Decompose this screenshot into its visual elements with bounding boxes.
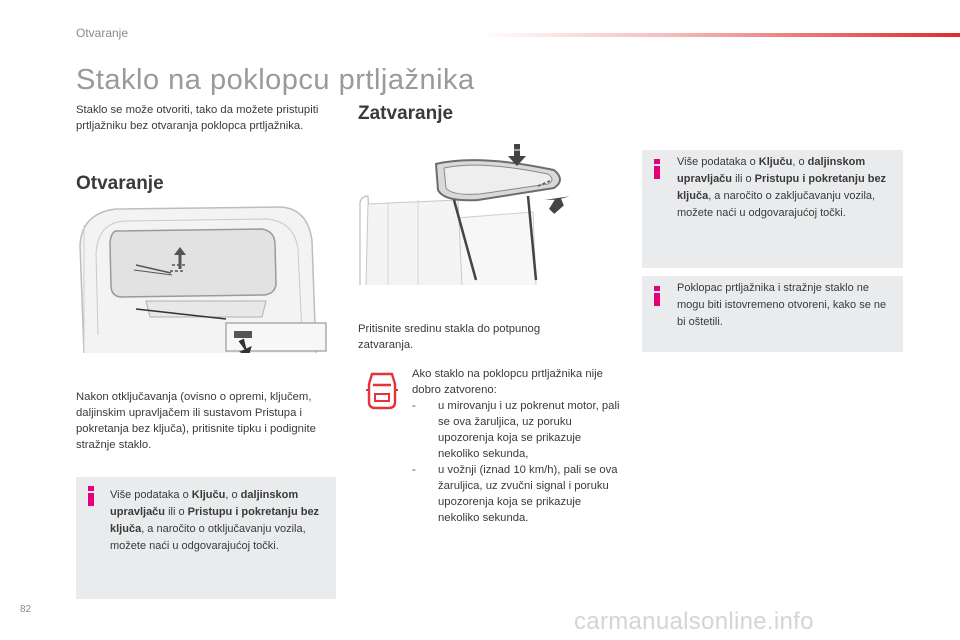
page-number: 82 (20, 604, 32, 615)
right-info-box-1 (642, 150, 903, 268)
warning-item: - u mirovanju i uz pokrenut motor, pali se ova žaruljica, uz poruku upozorenja koja se prikazuje nekoliko sekunda, (412, 400, 620, 460)
info-icon (654, 159, 660, 179)
opening-text: Nakon otključavanja (ovisno o opremi, ključem, daljinskim upravljačem ili sustavom Pristupa i pokretanja bez ključa), pritisnite tipku i podignite stražnje staklo. (76, 391, 316, 451)
opening-illustration (76, 205, 334, 353)
opening-info-text: Više podataka o Ključu, o daljinskom upravljaču ili o Pristupu i pokretanju bez ključa, a naročito o otključavanju vozila, možete naći u odgovarajućoj točki. (110, 489, 320, 552)
closing-illustration (358, 140, 578, 285)
right-info-box-2 (642, 276, 903, 352)
info-icon (654, 286, 660, 306)
warning-block (412, 366, 622, 526)
warning-intro: Ako staklo na poklopcu prtljažnika nije dobro zatvoreno: (412, 368, 603, 396)
opening-info-box (76, 477, 336, 599)
opening-heading: Otvaranje (76, 173, 164, 194)
header-bar (480, 33, 960, 37)
watermark: carmanualsonline.info (574, 608, 814, 635)
info-icon (88, 486, 94, 506)
warning-tailgate-icon (364, 368, 400, 412)
right-info-2-text: Poklopac prtljažnika i stražnje staklo ne mogu biti istovremeno otvoreni, kako se ne bi oštetili. (677, 282, 887, 328)
closing-text: Pritisnite sredinu stakla do potpunog zatvaranja. (358, 323, 541, 351)
intro-text: Staklo se može otvoriti, tako da možete pristupiti prtljažniku bez otvaranja poklopca prtljažnika. (76, 104, 319, 132)
warning-item: - u vožnji (iznad 10 km/h), pali se ova žaruljica, uz zvučni signal i poruku upozorenja koja se prikazuje nekoliko sekunda. (412, 464, 618, 524)
page-title: Staklo na poklopcu prtljažnika (76, 64, 475, 96)
right-info-1-text: Više podataka o Ključu, o daljinskom upravljaču ili o Pristupu i pokretanju bez ključa, a naročito o zaključavanju vozila, možete naći u odgovarajućoj točki. (677, 156, 887, 219)
closing-heading: Zatvaranje (358, 103, 454, 124)
section-label: Otvaranje (76, 26, 129, 40)
